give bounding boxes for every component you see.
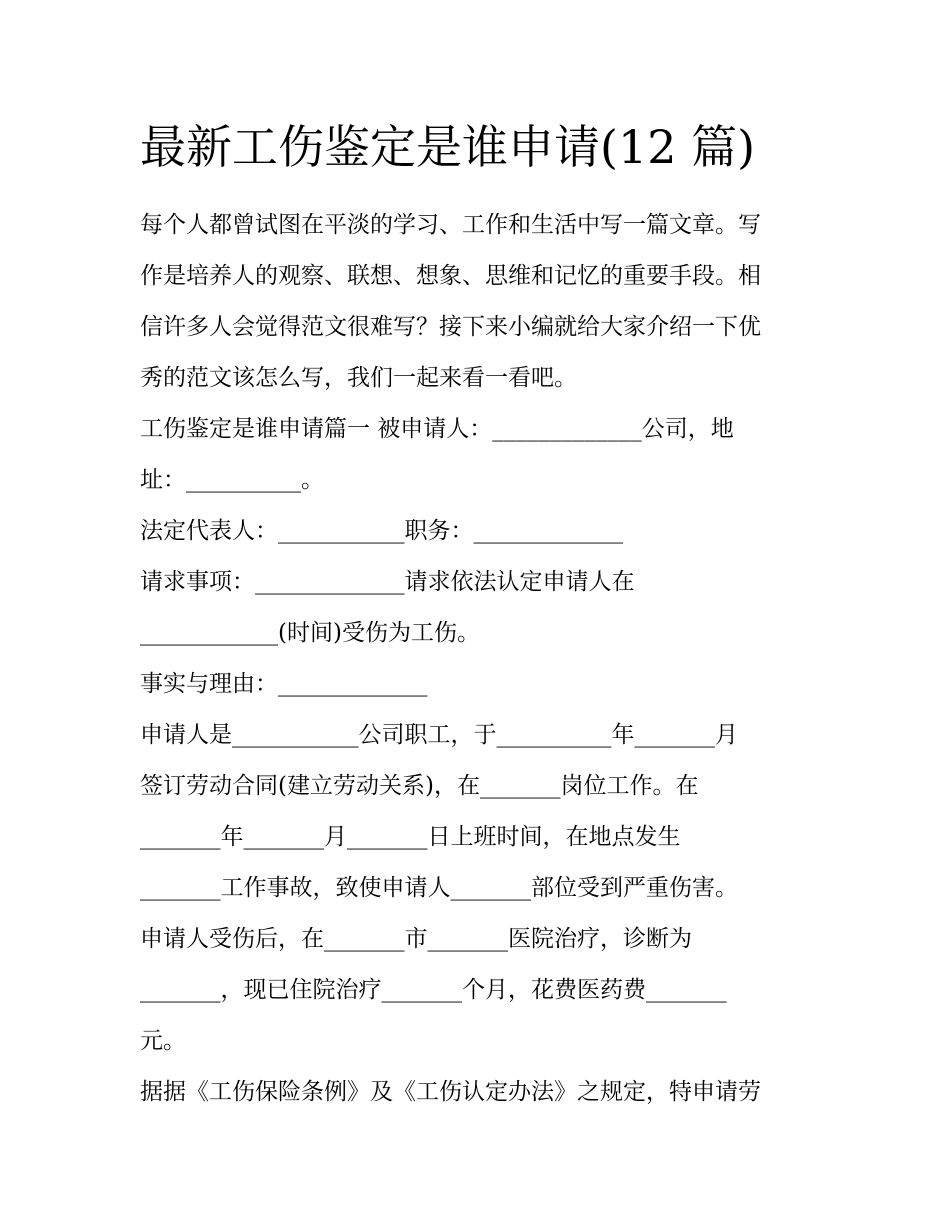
text-line-15: 申请人受伤后，在_______市_______医院治疗，诊断为 <box>140 926 692 952</box>
text-line-4: 秀的范文该怎么写，我们一起来看一看吧。 <box>140 365 577 391</box>
document-title: 最新工伤鉴定是谁申请(12 篇) <box>140 120 756 174</box>
text-line-11: 申请人是___________公司职工，于__________年_______月 <box>140 722 738 748</box>
text-line-7: 法定代表人：___________职务：_____________ <box>140 518 623 544</box>
text-line-2: 作是培养人的观察、联想、想象、思维和记忆的重要手段。相 <box>140 263 761 289</box>
text-line-9: ____________(时间)受伤为工伤。 <box>140 620 480 646</box>
text-line-12: 签订劳动合同(建立劳动关系)，在_______岗位工作。在 <box>140 773 699 799</box>
text-line-16: _______，现已住院治疗_______个月，花费医药费_______ <box>140 977 727 1003</box>
text-line-14: _______工作事故，致使申请人_______部位受到严重伤害。 <box>140 875 738 901</box>
text-line-18: 据据《工伤保险条例》及《工伤认定办法》之规定，特申请劳 <box>140 1079 761 1105</box>
text-line-1: 每个人都曾试图在平淡的学习、工作和生活中写一篇文章。写 <box>140 212 761 238</box>
text-line-10: 事实与理由：_____________ <box>140 671 428 697</box>
text-line-6: 址：__________。 <box>140 467 324 493</box>
document-body <box>140 200 820 1118</box>
text-line-8: 请求事项：_____________请求依法认定申请人在 <box>140 569 635 595</box>
text-line-3: 信许多人会觉得范文很难写？接下来小编就给大家介绍一下优 <box>140 314 761 340</box>
text-line-17: 元。 <box>140 1028 186 1054</box>
text-line-13: _______年_______月_______日上班时间，在地点发生 <box>140 824 681 850</box>
text-line-5: 工伤鉴定是谁申请篇一 被申请人：_____________公司，地 <box>140 416 734 442</box>
